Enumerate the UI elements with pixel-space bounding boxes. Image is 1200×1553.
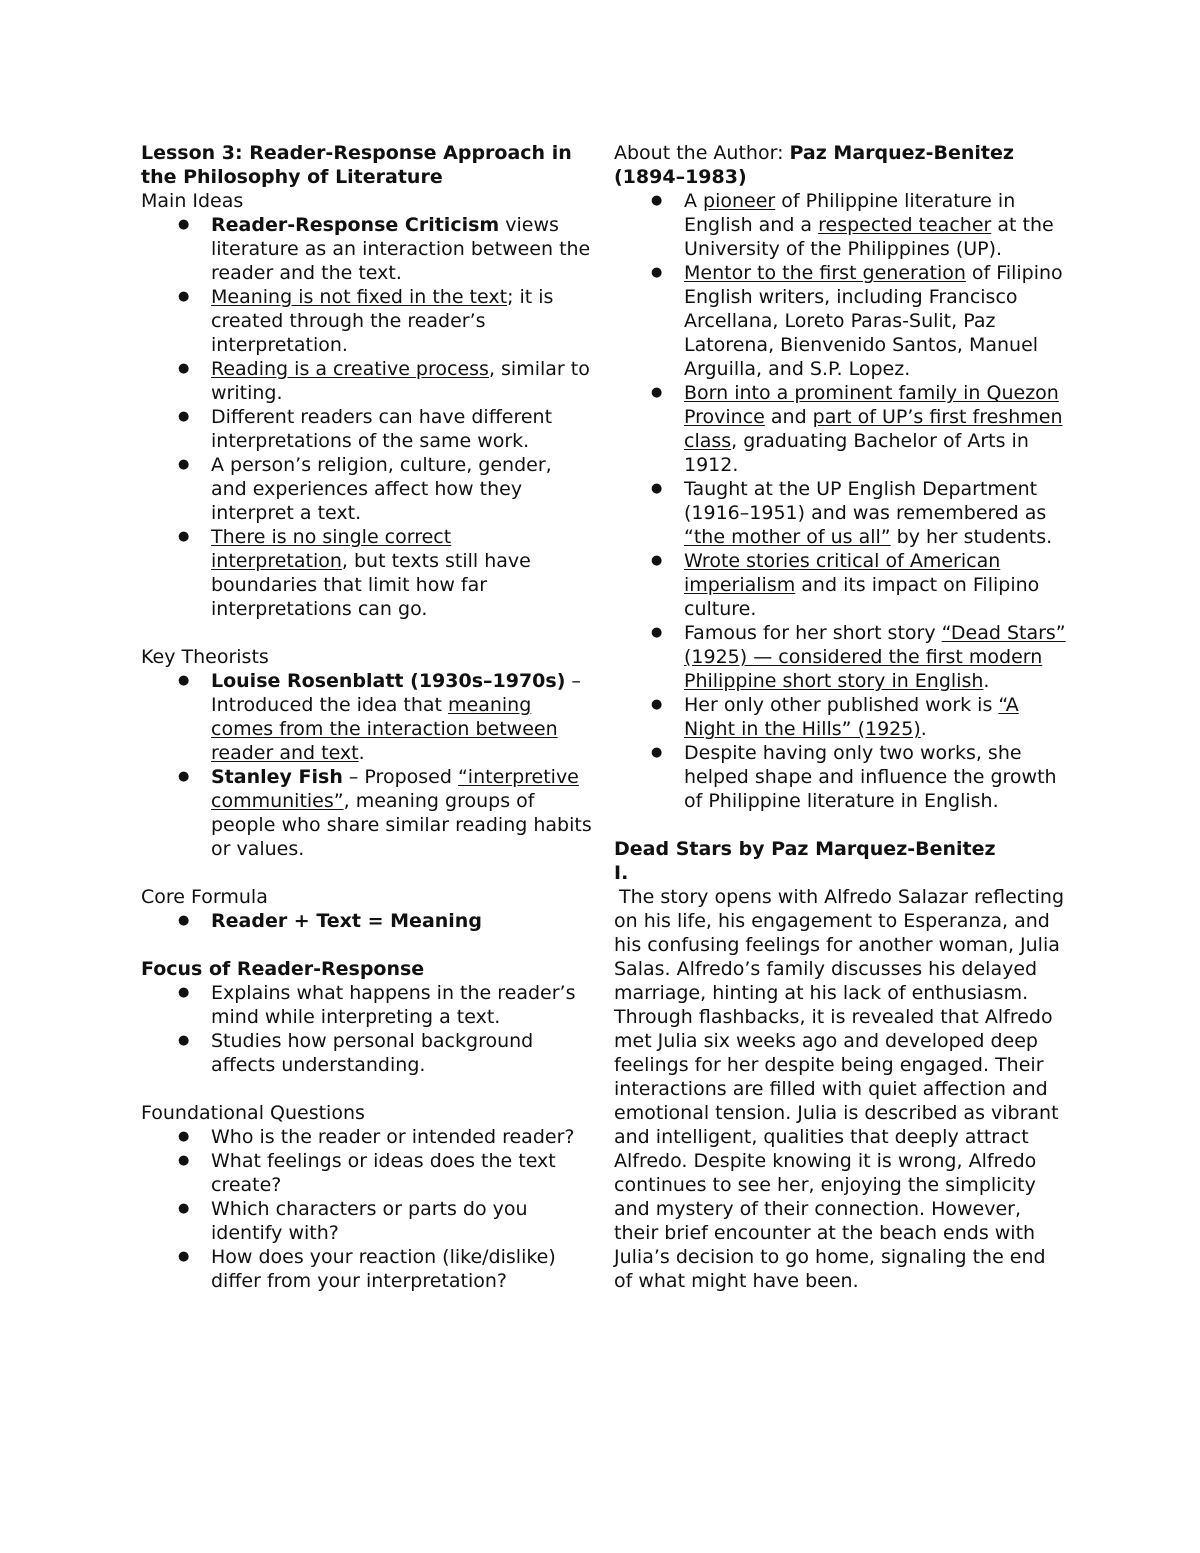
underlined-phrase: pioneer <box>703 190 776 212</box>
item-text: – Introduced the idea that <box>211 670 581 716</box>
right-column <box>614 141 1066 1293</box>
item-text: Her only other published work is <box>684 694 999 716</box>
bold-term: Louise Rosenblatt (1930s–1970s) <box>211 670 566 692</box>
item-text: of Filipino English writers, including Francisco Arcellana, Loreto Paras-Sulit, Paz Latorena, Bienvenido Santos, Manuel Arguilla, and S.P. Lopez. <box>684 262 1063 380</box>
item-text: ; it is created through the reader’s interpretation. <box>211 286 554 356</box>
list-item <box>614 549 1066 621</box>
author-name: Paz Marquez-Benitez (1894–1983) <box>614 142 1014 188</box>
bold-term: Reader-Response Criticism <box>211 214 500 236</box>
theorists-list <box>141 669 593 861</box>
item-text: and <box>764 406 813 428</box>
list-item <box>141 285 593 357</box>
formula-list <box>141 909 593 933</box>
item-text: at the University of the Philippines (UP). <box>684 214 1054 260</box>
list-item <box>141 405 593 453</box>
theorists-heading: Key Theorists <box>141 646 269 668</box>
list-item <box>614 381 1066 477</box>
item-text: . <box>920 718 927 740</box>
item-text: and its impact on Filipino culture. <box>684 574 1040 620</box>
underlined-phrase: “Dead Stars” (1925) — considered the first modern Philippine short story in English <box>684 622 1066 692</box>
list-item <box>141 669 593 765</box>
list-item <box>141 525 593 621</box>
underlined-phrase: “A Night in the Hills” (1925) <box>684 694 1019 740</box>
formula-text: Reader + Text = Meaning <box>211 910 482 932</box>
item-text: , but texts still have boundaries that limit how far interpretations can go. <box>211 550 531 620</box>
underlined-phrase: part of UP’s first freshmen class <box>684 406 1063 452</box>
item-text: , meaning groups of people who share similar reading habits or values. <box>211 790 592 860</box>
left-column <box>141 141 593 1293</box>
underlined-phrase: Born into a prominent family in Quezon Province <box>684 382 1059 428</box>
underlined-phrase: Wrote stories critical of American imperialism <box>684 550 1001 596</box>
item-text: . <box>358 742 365 764</box>
list-item <box>614 741 1066 813</box>
list-item <box>614 693 1066 741</box>
list-item <box>141 765 593 861</box>
list-item: ● How does your reaction (like/dislike) differ from your interpretation? <box>141 1245 593 1293</box>
story-title: Dead Stars by Paz Marquez-Benitez <box>614 838 996 860</box>
bold-term: Stanley Fish <box>211 766 343 788</box>
list-item: ● Studies how personal background affects understanding. <box>141 1029 593 1077</box>
underlined-phrase: There is no single correct interpretation <box>211 526 452 572</box>
item-text: views literature as an interaction between the reader and the text. <box>211 214 591 284</box>
author-points-list <box>614 189 1066 813</box>
list-item: ● Which characters or parts do you identify with? <box>141 1197 593 1245</box>
list-item: ● Who is the reader or intended reader? <box>141 1125 593 1149</box>
list-item <box>141 909 593 933</box>
list-item <box>614 189 1066 261</box>
formula-heading: Core Formula <box>141 886 268 908</box>
underlined-phrase: Mentor to the first generation <box>684 262 966 284</box>
list-item: ● What feelings or ideas does the text create? <box>141 1149 593 1197</box>
item-text: – Proposed <box>342 766 458 788</box>
underlined-phrase: meaning comes from the interaction between reader and text <box>211 694 558 764</box>
underlined-phrase: respected teacher <box>818 214 992 236</box>
list-item <box>614 621 1066 693</box>
main-ideas-heading: Main Ideas <box>141 190 244 212</box>
underlined-phrase: “the mother of us all” <box>684 526 891 548</box>
list-item <box>614 261 1066 381</box>
list-item <box>614 477 1066 549</box>
underlined-phrase: “interpretive communities” <box>211 766 579 812</box>
questions-list <box>141 1125 593 1293</box>
item-text: by her students. <box>890 526 1053 548</box>
lesson-title: Lesson 3: Reader-Response Approach in the Philosophy of Literature <box>141 142 572 188</box>
item-text: of Philippine literature in English and a <box>684 190 1016 236</box>
item-text: Different readers can have different interpretations of the same work. <box>211 406 553 452</box>
list-item: ● Explains what happens in the reader’s mind while interpreting a text. <box>141 981 593 1029</box>
item-text: Famous for her short story <box>684 622 942 644</box>
list-item <box>141 453 593 525</box>
focus-heading: Focus of Reader-Response <box>141 958 425 980</box>
item-text: Despite having only two works, she helped shape and influence the growth of Philippine literature in English. <box>684 742 1057 812</box>
item-text: , graduating Bachelor of Arts in 1912. <box>684 430 1029 476</box>
list-item <box>141 357 593 405</box>
item-text: A person’s religion, culture, gender, and experiences affect how they interpret a text. <box>211 454 552 524</box>
focus-list <box>141 981 593 1077</box>
underlined-phrase: Reading is a creative process <box>211 358 489 380</box>
item-text: Taught at the UP English Department (1916–1951) and was remembered as <box>684 478 1047 524</box>
main-ideas-list <box>141 213 593 621</box>
item-text: , similar to writing. <box>211 358 590 404</box>
list-item <box>141 213 593 285</box>
item-text: A <box>684 190 704 212</box>
story-summary: The story opens with Alfredo Salazar reflecting on his life, his engagement to Esperanza, and his confusing feelings for another woman, Julia Salas. Alfredo’s family discusses his delayed marriage, hinting at his lack of enthusiasm. Through flashbacks, it is revealed that Alfredo met Julia six weeks ago and developed deep feelings for her despite being engaged. Their interactions are filled with quiet affection and emotional tension. Julia is described as vibrant and intelligent, qualities that deeply attract Alfredo. Despite knowing it is wrong, Alfredo continues to see her, enjoying the simplicity and mystery of their connection. However, their brief encounter at the beach ends with Julia’s decision to go home, signaling the end of what might have been. <box>614 886 1065 1292</box>
questions-heading: Foundational Questions <box>141 1102 365 1124</box>
item-text: . <box>983 670 990 692</box>
story-section-number: I. <box>614 862 629 884</box>
author-heading <box>614 141 1066 189</box>
underlined-phrase: Meaning is not fixed in the text <box>211 286 508 308</box>
author-prefix: About the Author: <box>614 142 790 164</box>
